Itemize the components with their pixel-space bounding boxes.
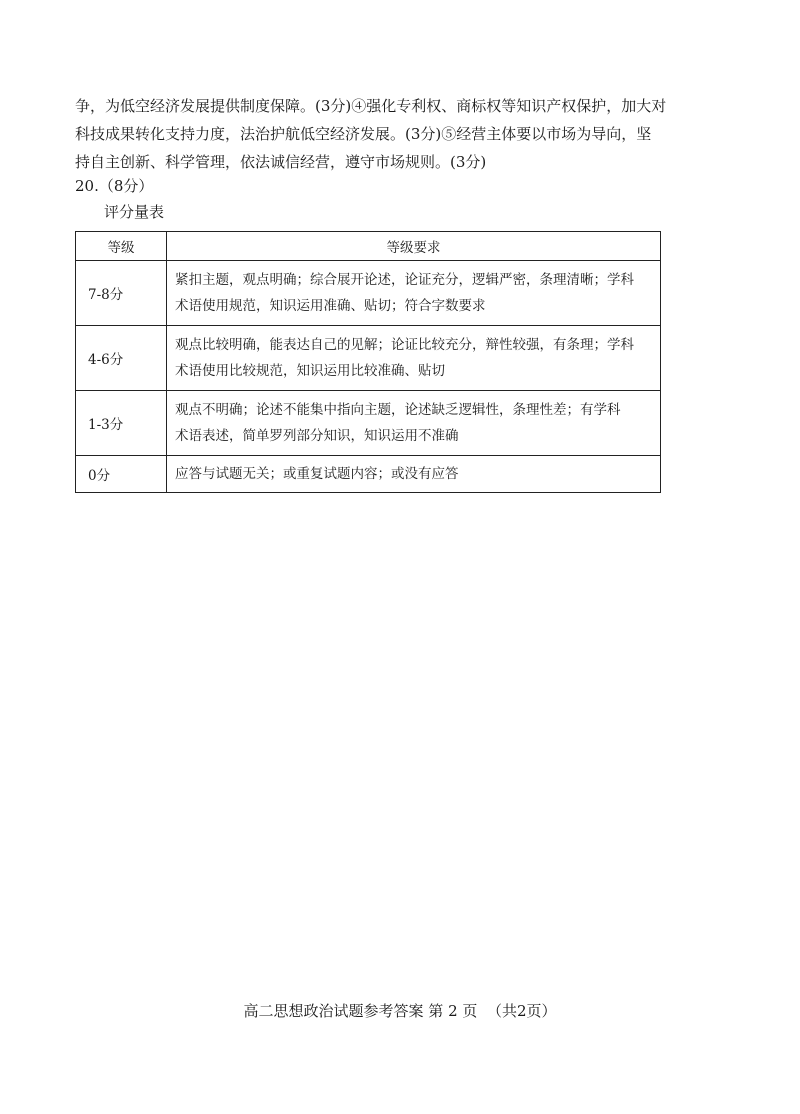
level-cell: 4-6分 [76,326,167,391]
paragraph-line: 持自主创新、科学管理，依法诚信经营，遵守市场规则。(3分) [75,153,487,171]
table-row [76,456,661,493]
level-cell: 1-3分 [76,391,167,456]
level-cell: 0分 [76,456,167,493]
table-row [76,326,661,391]
paragraph-line: 科技成果转化支持力度，法治护航低空经济发展。(3分)⑤经营主体要以市场为导向，坚 [75,125,652,143]
table-header-row [76,232,661,261]
page-footer [0,998,800,1024]
paragraph-line: 争，为低空经济发展提供制度保障。(3分)④强化专利权、商标权等知识产权保护，加大对 [75,97,667,115]
table-caption: 评分量表 [104,203,165,221]
header-requirement: 等级要求 [167,232,661,261]
answer-paragraph [75,92,665,176]
requirement-line: 紧扣主题，观点明确；综合展开论述，论证充分，逻辑严密，条理清晰；学科 [175,272,634,288]
requirement-cell [167,391,661,456]
scoring-rubric-table [75,231,661,493]
requirement-line: 应答与试题无关；或重复试题内容；或没有应答 [175,466,459,482]
footer-total-pages: （共2页） [486,1002,557,1020]
requirement-line: 术语使用规范，知识运用准确、贴切；符合字数要求 [175,298,486,314]
requirement-line: 观点不明确；论述不能集中指向主题，论述缺乏逻辑性，条理性差；有学科 [175,402,621,418]
requirement-line: 观点比较明确，能表达自己的见解；论证比较充分，辩性较强，有条理；学科 [175,337,634,353]
requirement-cell [167,456,661,493]
requirement-line: 术语表述，简单罗列部分知识，知识运用不准确 [175,428,459,444]
level-cell: 7-8分 [76,261,167,326]
header-level: 等级 [76,232,167,261]
table-row [76,261,661,326]
footer-page-number: 第 2 页 [428,1002,478,1020]
question-number: 20.（8分） [75,177,154,195]
requirement-cell [167,326,661,391]
table-row [76,391,661,456]
footer-title: 高二思想政治试题参考答案 [243,1002,424,1020]
requirement-cell [167,261,661,326]
requirement-line: 术语使用比较规范，知识运用比较准确、贴切 [175,363,445,379]
